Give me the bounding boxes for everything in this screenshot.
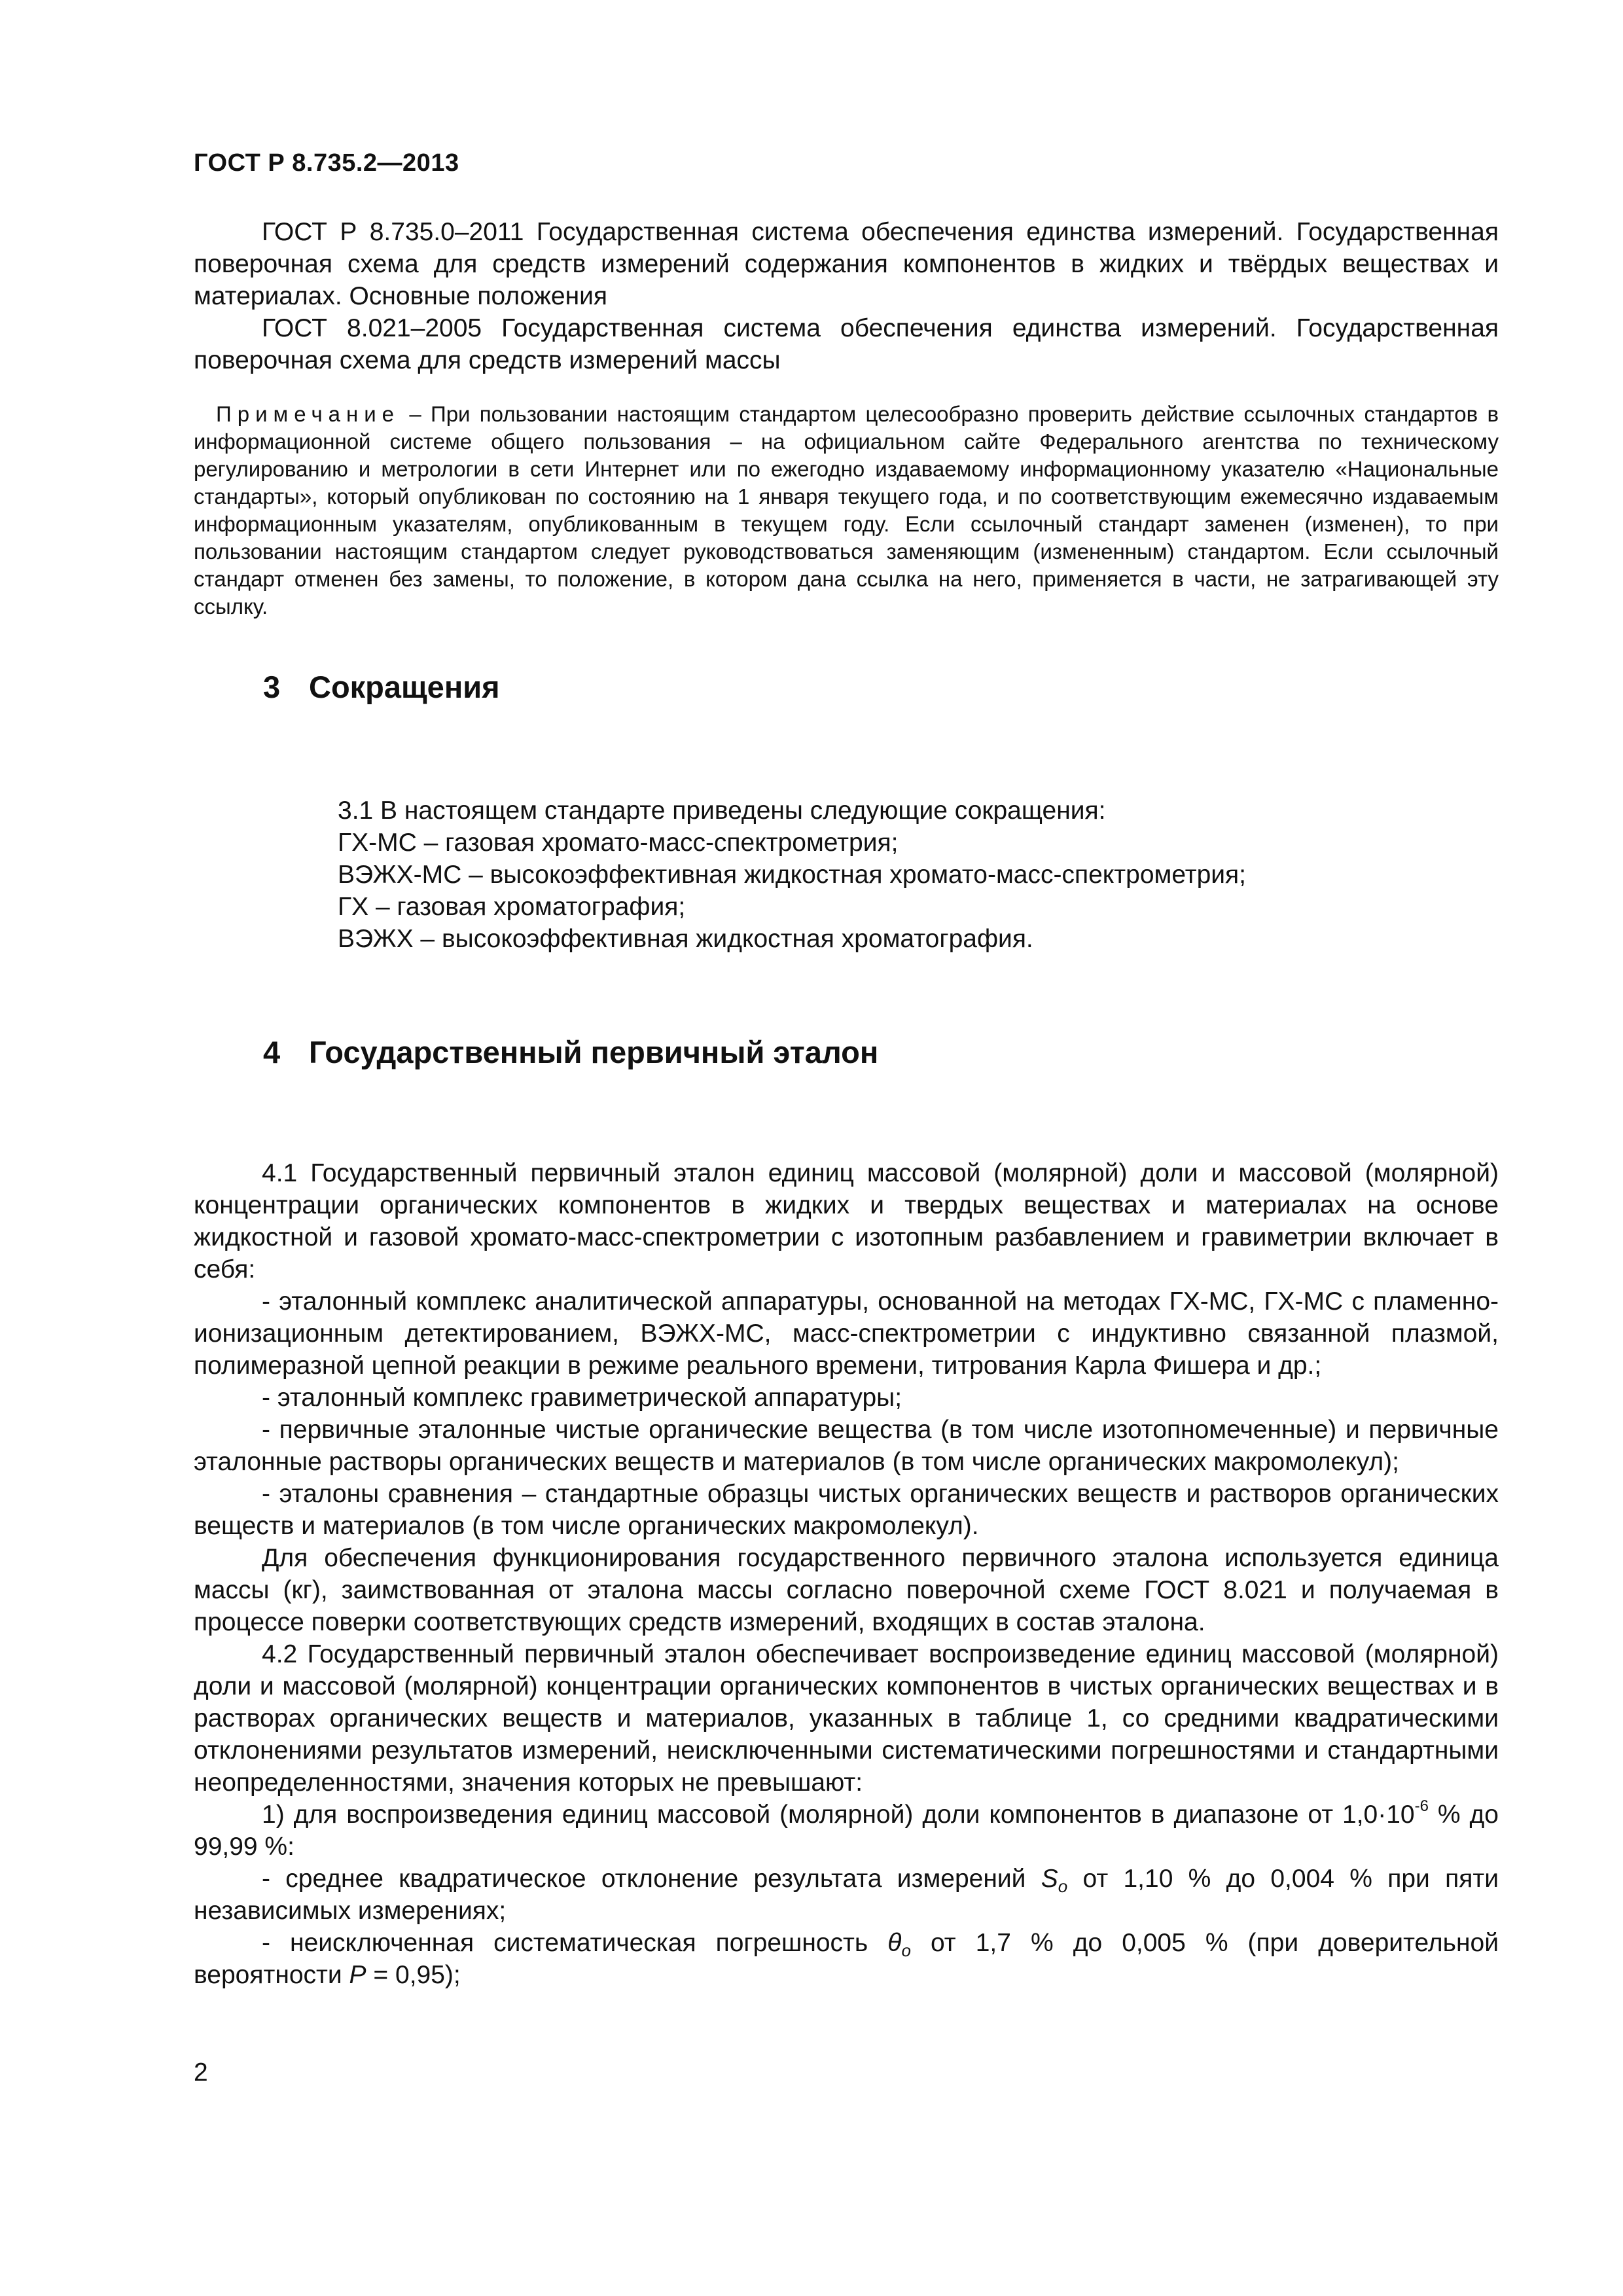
symbol: S (1041, 1865, 1058, 1893)
section-3-heading (263, 669, 500, 705)
note-text: – При пользовании настоящим стандартом целесообразно проверить действие ссылочных стандартов в информационной системе общего пользования – на официальном сайте Федерального агентства по техническому регулированию и метрологии в сети Интернет или по ежегодно издаваемому информационному указателю «Национальные стандарты», который опубликован по состоянию на 1 января текущего года, и по соответствующим ежемесячно издаваемым информационным указателям, опубликованным в текущем году. Если ссылочный стандарт заменен (изменен), то при пользовании настоящим стандартом следует руководствоваться заменяющим (измененным) стандартом. Если ссылочный стандарт отменен без замены, то положение, в котором дана ссылка на него, применяется в части, не затрагивающей эту ссылку. (194, 402, 1499, 619)
text-run: от 1,10 % до 0,004 % при пяти независимых измерениях; (194, 1865, 1499, 1925)
section-number: 3 (263, 670, 281, 704)
abbreviations-list (338, 795, 1246, 955)
list-item: - эталоны сравнения – стандартные образцы чистых органических веществ и растворов органических веществ и материалов (в том числе органических макромолекул). (194, 1480, 1499, 1540)
text-run: - среднее квадратическое отклонение результата измерений (262, 1865, 1041, 1893)
section-title: Государственный первичный эталон (309, 1035, 879, 1069)
symbol: P (349, 1961, 366, 1989)
text-run: % до 99,99 %: (194, 1801, 1499, 1861)
paragraph: Для обеспечения функционирования государственного первичного эталона используется единица массы (кг), заимствованная от эталона массы согласно поверочной схеме ГОСТ 8.021 и получаемая в процессе поверки соответствующих средств измерений, входящих в состав эталона. (194, 1544, 1499, 1636)
list-item: - эталонный комплекс гравиметрической аппаратуры; (262, 1384, 902, 1412)
reference-item: ГОСТ Р 8.735.0–2011 Государственная система обеспечения единства измерений. Государственная поверочная схема для средств измерений содержания компонентов в жидких и твёрдых веществах и материалах. Основные положения (194, 218, 1499, 310)
list-item: ВЭЖХ-МС – высокоэффективная жидкостная хромато-масс-спектрометрия; (338, 861, 1247, 889)
superscript: -6 (1414, 1797, 1429, 1815)
text-run: от 1,7 % до 0,005 % (при доверительной вероятности (194, 1929, 1499, 1989)
paragraph (194, 1927, 1499, 1991)
paragraph: 4.1 Государственный первичный эталон единиц массовой (молярной) доли и массовой (молярной) концентрации органических компонентов в жидких и твердых веществах и материалах на основе жидкостной и газовой хромато-масс-спектрометрии с изотопным разбавлением и гравиметрии включает в себя: (194, 1159, 1499, 1283)
list-item: - эталонный комплекс аналитической аппаратуры, основанной на методах ГХ-МС, ГХ-МС с пламенно-ионизационным детектированием, ВЭЖХ-МС, масс-спектрометрии с индуктивно связанной плазмой, полимеразной цепной реакции в режиме реального времени, титрования Карла Фишера и др.; (194, 1287, 1499, 1380)
list-item: 3.1 В настоящем стандарте приведены следующие сокращения: (338, 797, 1106, 825)
page-number: 2 (194, 2058, 208, 2087)
subscript: o (901, 1941, 911, 1960)
symbol: θ (887, 1929, 902, 1957)
note-label: Примечание (216, 402, 401, 426)
list-item: - первичные эталонные чистые органические вещества (в том числе изотопномеченные) и первичные эталонные растворы органических веществ и материалов (в том числе органических макромолекул); (194, 1416, 1499, 1476)
section-4-heading (263, 1034, 878, 1070)
list-item: ГХ – газовая хроматография; (338, 893, 686, 921)
note-block (194, 401, 1499, 620)
text-run: - неисключенная систематическая погрешность (262, 1929, 888, 1957)
paragraph (194, 1863, 1499, 1927)
section-number: 4 (263, 1035, 281, 1069)
section-4-body (194, 1157, 1499, 1991)
reference-item: ГОСТ 8.021–2005 Государственная система обеспечения единства измерений. Государственная поверочная схема для средств измерений массы (194, 314, 1499, 374)
list-item: ГХ-МС – газовая хромато-масс-спектрометрия; (338, 829, 899, 857)
text-run: 1) для воспроизведения единиц массовой (молярной) доли компонентов в диапазоне от 1,0·10 (262, 1801, 1415, 1829)
running-header: ГОСТ Р 8.735.2—2013 (194, 149, 459, 177)
normative-references (194, 216, 1499, 376)
subscript: o (1058, 1876, 1068, 1896)
paragraph (194, 1799, 1499, 1863)
section-title: Сокращения (309, 670, 500, 704)
paragraph: 4.2 Государственный первичный эталон обеспечивает воспроизведение единиц массовой (молярной) доли и массовой (молярной) концентрации органических компонентов в чистых органических веществах и в растворах органических веществ и материалов, указанных в таблице 1, со средними квадратическими отклонениями результатов измерений, неисключенными систематическими погрешностями и стандартными неопределенностями, значения которых не превышают: (194, 1640, 1499, 1797)
note-paragraph (194, 401, 1499, 620)
list-item: ВЭЖХ – высокоэффективная жидкостная хроматография. (338, 925, 1033, 953)
text-run: = 0,95); (366, 1961, 461, 1989)
